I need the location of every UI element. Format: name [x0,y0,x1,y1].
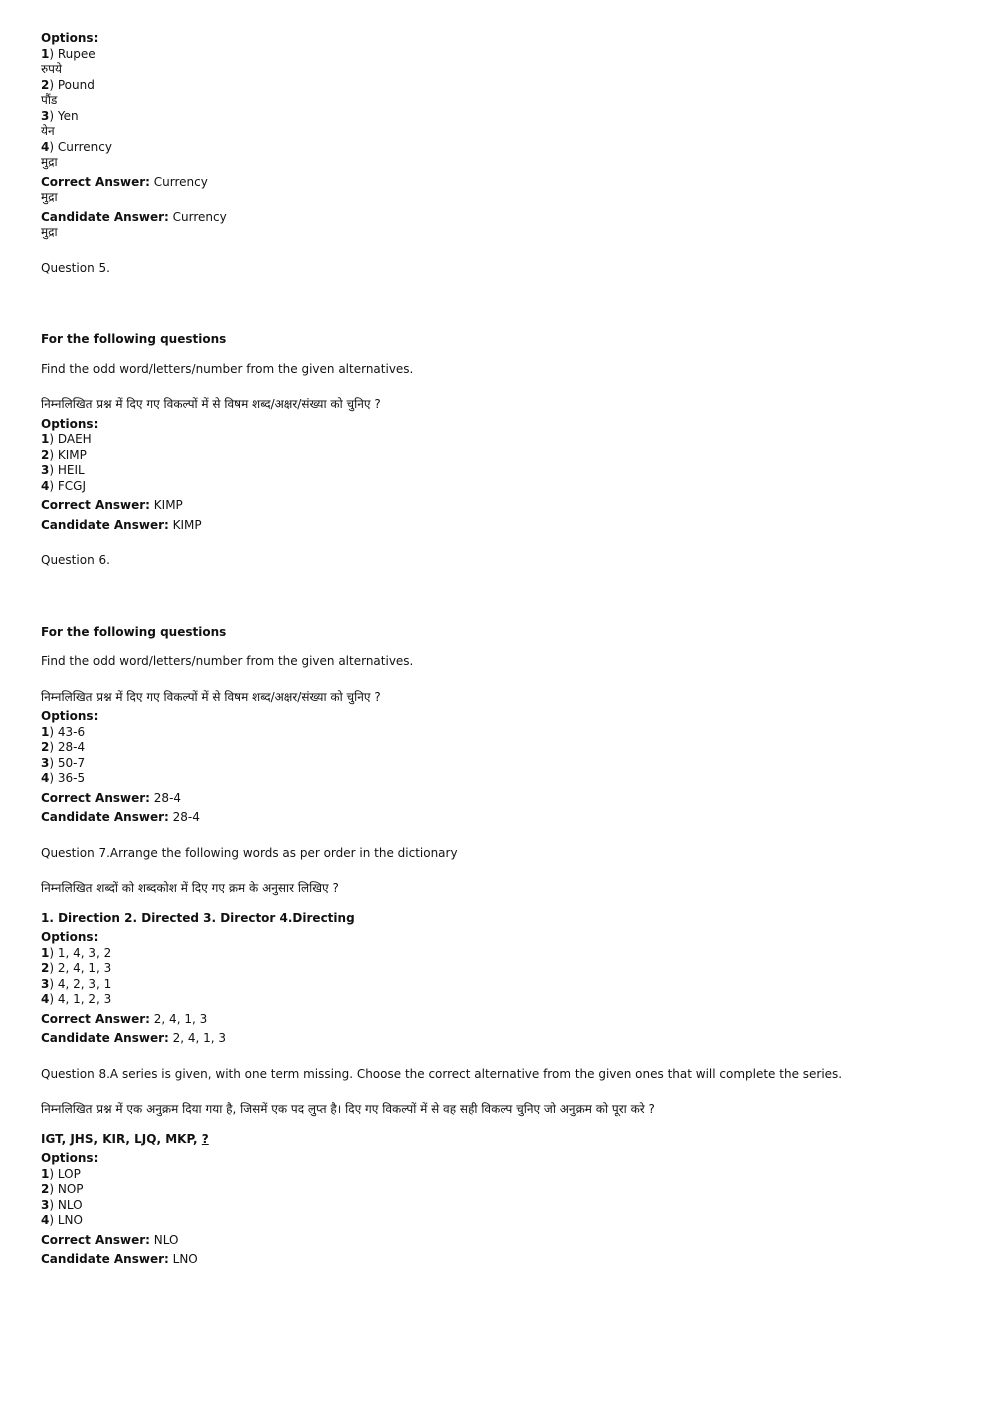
question-5 [41,261,961,534]
options-label: Options: [41,709,99,723]
candidate-answer: Candidate Answer: KIMP [41,517,202,532]
correct-answer: Correct Answer: Currency [41,174,208,189]
correct-answer-hindi: मुद्रा [41,190,58,204]
instruction-hindi: निम्नलिखित प्रश्न में दिए गए विकल्पों में से विषम शब्द/अक्षर/संख्या को चुनिए ? [41,397,381,411]
section-heading: For the following questions [41,624,227,639]
option-4: 4) 4, 1, 2, 3 [41,992,112,1006]
option-2: 2) 28-4 [41,740,86,754]
options-label: Options: [41,1151,99,1165]
option-1: 1) 1, 4, 3, 2 [41,945,112,960]
question-title: Question 7.Arrange the following words as per order in the dictionary [41,845,458,860]
option-3-hindi: येन [41,124,55,138]
question-4-tail [41,31,961,241]
instruction-hindi: निम्नलिखित प्रश्न में दिए गए विकल्पों में से विषम शब्द/अक्षर/संख्या को चुनिए ? [41,689,381,704]
word-list: 1. Direction 2. Directed 3. Director 4.Directing [41,910,355,925]
correct-answer: Correct Answer: NLO [41,1232,179,1247]
option-4: 4) FCGJ [41,478,86,493]
series-blank: ? [201,1131,209,1146]
options-label: Options: [41,416,99,431]
option-2-hindi: पौंड [41,93,58,107]
instruction-english: Find the odd word/letters/number from the given alternatives. [41,654,414,668]
candidate-answer: Candidate Answer: Currency [41,209,227,224]
option-3: 3) 50-7 [41,755,86,770]
option-4: 4) 36-5 [41,771,86,785]
option-1: 1) 43-6 [41,724,86,739]
option-2: 2) 2, 4, 1, 3 [41,961,112,975]
question-title: Question 5. [41,260,110,275]
section-heading: For the following questions [41,332,227,346]
option-1: 1) LOP [41,1166,81,1181]
option-4: 4) LNO [41,1213,83,1227]
correct-answer: Correct Answer: 2, 4, 1, 3 [41,1011,208,1026]
question-title: Question 8.A series is given, with one term missing. Choose the correct alternative from the given ones that will complete the series. [41,1066,843,1081]
document-page [41,31,961,1268]
option-1-hindi: रुपये [41,62,62,76]
option-1: 1) Rupee [41,46,96,61]
instruction-hindi: निम्नलिखित शब्दों को शब्दकोश में दिए गए क्रम के अनुसार लिखिए ? [41,881,339,895]
candidate-answer: Candidate Answer: LNO [41,1252,198,1266]
option-4-hindi: मुद्रा [41,155,58,169]
option-2: 2) Pound [41,77,95,92]
option-2: 2) KIMP [41,447,87,462]
question-title: Question 6. [41,553,110,567]
option-1: 1) DAEH [41,432,92,446]
option-3: 3) 4, 2, 3, 1 [41,976,112,991]
question-8 [41,1067,961,1268]
option-3: 3) NLO [41,1197,83,1212]
instruction-english: Find the odd word/letters/number from the given alternatives. [41,361,414,376]
options-label: Options: [41,930,99,944]
option-3: 3) HEIL [41,463,85,477]
candidate-answer: Candidate Answer: 28-4 [41,810,200,824]
option-2: 2) NOP [41,1182,84,1196]
correct-answer: Correct Answer: 28-4 [41,790,182,805]
correct-answer: Correct Answer: KIMP [41,498,183,512]
options-label: Options: [41,31,99,45]
question-6 [41,553,961,826]
option-4: 4) Currency [41,139,112,154]
candidate-answer: Candidate Answer: 2, 4, 1, 3 [41,1031,227,1045]
series-sequence: IGT, JHS, KIR, LJQ, MKP, ? [41,1131,209,1146]
question-7 [41,846,961,1047]
candidate-answer-hindi: मुद्रा [41,225,58,239]
instruction-hindi: निम्नलिखित प्रश्न में एक अनुक्रम दिया गया है, जिसमें एक पद लुप्त है। दिए गए विकल्पों में से वह सही विकल्प चुनिए जो अनुक्रम को पूरा करे ? [41,1102,655,1116]
option-3: 3) Yen [41,108,79,123]
